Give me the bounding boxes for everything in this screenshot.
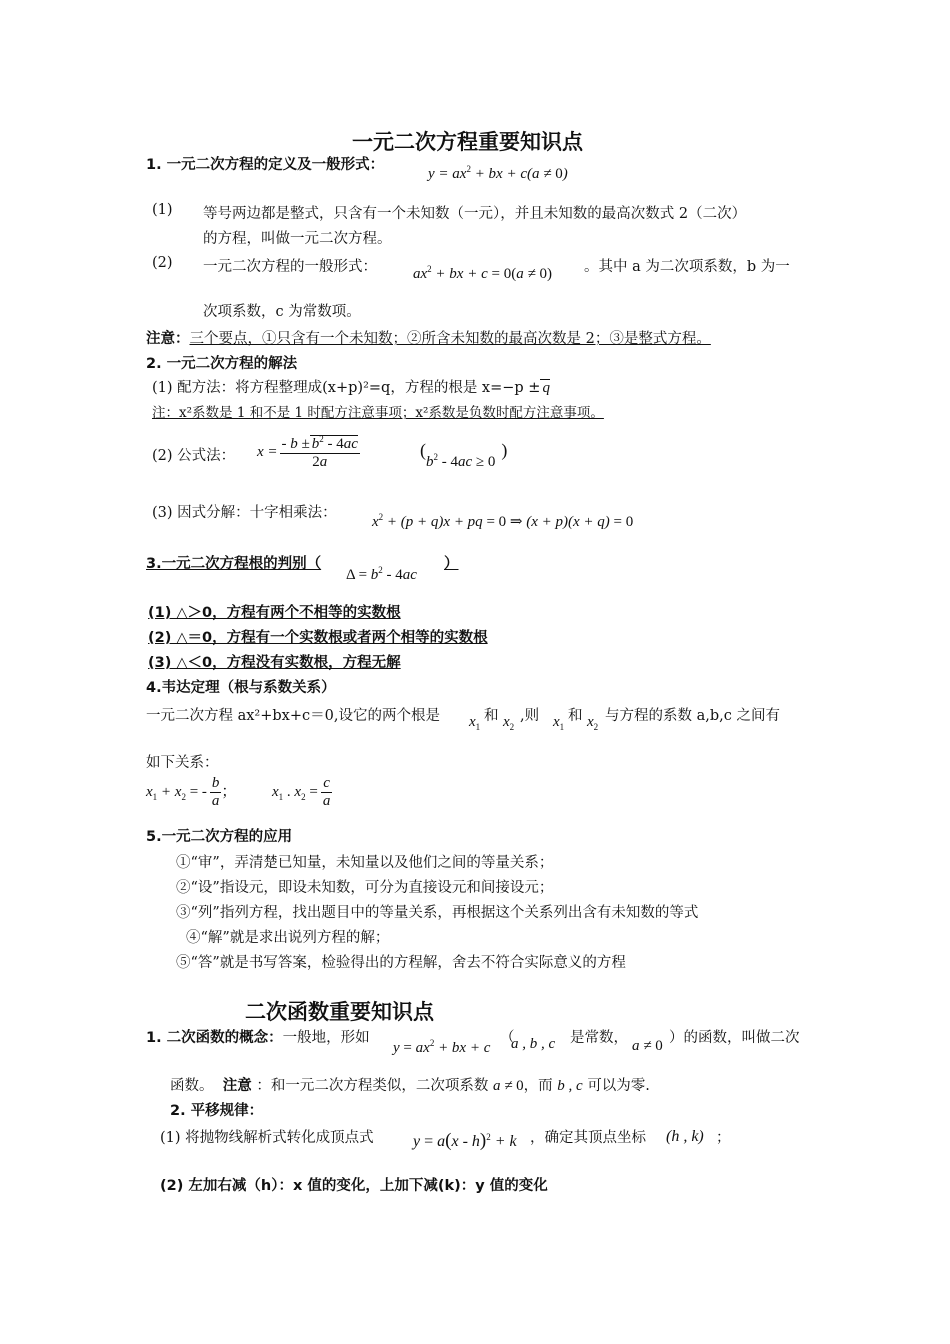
vieta-text: 和 xyxy=(484,708,499,724)
note-label: 注意 xyxy=(222,1077,252,1094)
vieta-text: ,则 xyxy=(520,708,540,724)
general-form-equation: $ax^2$ + bx + c = 0(a ≠ 0) xyxy=(413,264,552,282)
function-heading: 1. 二次函数的概念： xyxy=(146,1030,283,1046)
item-number: (1) xyxy=(152,202,173,218)
vertex-form-formula: y = a(x - h)$^2$ + k xyxy=(413,1130,517,1151)
concept-text: 一般地，形如 xyxy=(282,1030,370,1046)
vieta-text: 和 xyxy=(568,708,583,724)
application-step: ①“审”，弄清楚已知量，未知量以及他们之间的等量关系； xyxy=(176,855,554,871)
concept-text: 函数。 xyxy=(170,1078,214,1094)
root-x2: $x_2$ xyxy=(587,714,599,732)
method-note: 注：x²系数是 1 和不是 1 时配方注意事项；x²系数是负数时配方注意事项。 xyxy=(152,405,604,421)
translation-heading: 2. 平移规律： xyxy=(170,1103,264,1119)
vieta-text: 与方程的系数 a,b,c 之间有 xyxy=(605,708,780,724)
sqrt-q: q xyxy=(542,380,550,396)
section-5-heading: 5.一元二次方程的应用 xyxy=(146,829,293,845)
section-3-heading: 3.一元二次方程根的判别（ xyxy=(146,556,322,572)
function-concept xyxy=(146,1026,370,1047)
translation-rule-text: (2) 左加右减（h）：x 值的变化，上加下减(k)：y 值的变化 xyxy=(160,1178,548,1194)
concept-text: ：和一元二次方程类似，二次项系数 xyxy=(256,1078,489,1094)
factoring-formula: $x^2 + (p + q)x$ + pq = 0 ⇒ (x + p)(x + q) = 0 xyxy=(372,512,634,530)
concept-text: 是常数， xyxy=(570,1030,628,1046)
root-x2: $x_2$ xyxy=(503,714,515,732)
quadratic-function-formula: $y = ax^2$ + bx + c xyxy=(393,1038,491,1056)
factoring-method-label: (3) 因式分解：十字相乘法： xyxy=(152,505,337,521)
section-title: 二次函数重要知识点 xyxy=(245,1000,434,1024)
vertex-form-text: ； xyxy=(716,1130,731,1146)
application-step: ③“列”指列方程，找出题目中的等量关系，再根据这个关系列出含有未知数的等式 xyxy=(176,905,699,921)
application-step: ⑤“答”就是书写答案，检验得出的方程解，舍去不符合实际意义的方程 xyxy=(176,955,626,971)
root-x1: $x_1$ xyxy=(553,714,565,732)
general-form-text: 一元二次方程的一般形式： xyxy=(203,259,377,275)
discriminant-formula: $\Delta = b^2 - 4ac$ xyxy=(346,565,417,583)
vertex-form-text: (1) 将抛物线解析式转化成顶点式 xyxy=(160,1130,374,1146)
vieta-text: 如下关系： xyxy=(146,755,219,771)
item-number: (2) xyxy=(152,255,173,271)
note xyxy=(146,327,711,348)
discriminant-case-3: (3) △＜0，方程没有实数根，方程无解 xyxy=(148,655,401,671)
general-form-text: 次项系数，c 为常数项。 xyxy=(203,304,361,320)
translation-rule xyxy=(160,1174,548,1195)
vieta-text: 一元二次方程 ax²+bx+c＝0,设它的两个根是 xyxy=(146,708,440,724)
vertex-form-text: ，确定其顶点坐标 xyxy=(530,1130,646,1146)
application-step: ④“解”就是求出说列方程的解； xyxy=(186,930,390,946)
quadratic-formula: x = $\frac{- b \pm b^2 - 4ac}{2a}$ xyxy=(257,434,358,470)
note-text: 三个要点，①只含有一个未知数；②所含未知数的最高次数是 2；③是整式方程。 xyxy=(189,331,711,347)
coefficients: b , c xyxy=(557,1078,583,1094)
sum-of-roots: $x_1 + x_2$ = - $\frac{b}{a}$ ； xyxy=(146,775,237,809)
concept-text: ，而 xyxy=(523,1078,553,1094)
discriminant-case-2: (2) △＝0，方程有一个实数根或者两个相等的实数根 xyxy=(148,630,488,646)
function-note: 函数。 注意 ：和一元二次方程类似，二次项系数 a ≠ 0，而 b , c 可以为零. xyxy=(170,1077,650,1094)
general-form-formula: $y = ax^2$ + bx + c(a ≠ 0) xyxy=(428,164,568,182)
coefficients: a , b , c xyxy=(511,1036,556,1052)
completing-square-method xyxy=(152,376,550,397)
discriminant-case-1: (1) △＞0，方程有两个不相等的实数根 xyxy=(148,605,401,621)
section-2-heading: 2. 一元二次方程的解法 xyxy=(146,356,298,372)
method-text: (1) 配方法：将方程整理成(x+p)²=q，方程的根是 x=−p ± xyxy=(152,380,541,396)
page-title: 一元二次方程重要知识点 xyxy=(352,130,583,154)
section-1-heading: 1. 一元二次方程的定义及一般形式： xyxy=(146,157,385,173)
formula-method-label: (2) 公式法： xyxy=(152,448,236,464)
general-form-text: 。其中 a 为二次项系数，b 为一 xyxy=(584,259,790,275)
note-label: 注意： xyxy=(146,330,190,347)
a-not-zero: a ≠ 0 xyxy=(632,1038,663,1054)
concept-text: （ xyxy=(500,1030,515,1046)
section-3-close: ） xyxy=(444,556,459,572)
vertex-coordinates: (h , k) xyxy=(666,1128,704,1145)
concept-text: ）的函数，叫做二次 xyxy=(669,1030,800,1046)
product-of-roots: $x_1$ . $x_2$ = $\frac{c}{a}$ xyxy=(272,775,331,809)
root-x1: $x_1$ xyxy=(469,714,481,732)
section-4-heading: 4.韦达定理（根与系数关系） xyxy=(146,680,336,696)
discriminant-condition: $(b^2 - 4ac \ge 0)$ xyxy=(420,440,508,470)
concept-text: 可以为零. xyxy=(587,1078,650,1094)
definition-text: 的方程，叫做一元二次方程。 xyxy=(203,231,392,247)
application-step: ②“设”指设元，即设未知数，可分为直接设元和间接设元； xyxy=(176,880,554,896)
definition-text: 等号两边都是整式，只含有一个未知数（一元），并且未知数的最高次数式 2（二次） xyxy=(203,206,747,222)
